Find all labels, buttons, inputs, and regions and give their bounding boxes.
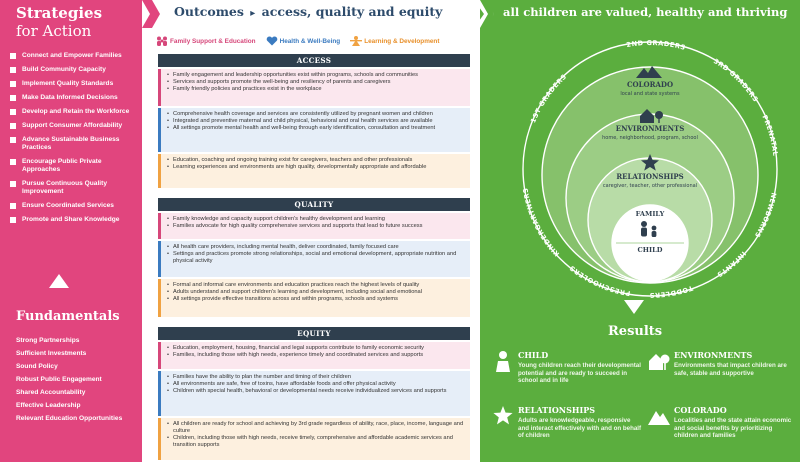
level-relationships-title: RELATIONSHIPS <box>616 172 684 181</box>
legend-item-family: Family Support & Education <box>156 34 256 48</box>
bullet-square-icon <box>10 181 16 187</box>
outcome-item: • Family knowledge and capacity support children's healthy development and learning <box>167 216 466 223</box>
family-label: FAMILY <box>635 210 665 218</box>
outcome-item: • Learning experiences and environments are high quality, developmentally appropriate and affordable <box>167 164 466 171</box>
down-arrow-icon <box>624 300 644 314</box>
outcome-item: • Formal and informal care environments and education practices reach the highest levels of quality <box>167 282 466 289</box>
strategy-item: Promote and Share Knowledge <box>10 216 138 224</box>
chevron-right-icon <box>142 0 160 28</box>
bullet-square-icon <box>10 123 16 129</box>
triangle-right-icon: ▸ <box>250 8 256 19</box>
outcome-item: • Education, employment, housing, financial and legal supports contribute to family economic security <box>167 345 466 352</box>
strategy-item: Support Consumer Affordability <box>10 122 138 130</box>
fundamental-item: Sound Policy <box>16 363 58 370</box>
ring-label-toddlers: TODDLERS <box>649 283 694 300</box>
bullet-square-icon <box>10 53 16 59</box>
outcome-item: • Families have the ability to plan the number and timing of their children <box>167 374 466 381</box>
strategy-item: Advance Sustainable Business Practices <box>10 136 138 152</box>
outcome-item: • Families advocate for high quality comprehensive services and supports that lead to future success <box>167 223 466 230</box>
learning-icon <box>350 36 362 46</box>
bullet-square-icon <box>10 203 16 209</box>
child-label: CHILD <box>637 246 663 254</box>
family-icon <box>156 36 168 46</box>
outcome-item: • All settings provide effective transitions across and within programs, schools and systems <box>167 296 466 303</box>
outcome-item: • Integrated and preventive maternal and child physical, behavioral and oral health services are available <box>167 118 466 125</box>
bullet-square-icon <box>10 81 16 87</box>
strategy-item: Build Community Capacity <box>10 66 138 74</box>
bullet-square-icon <box>10 109 16 115</box>
fundamentals-list <box>16 337 122 428</box>
outcome-item: • Settings and practices promote strong relationships, social and emotional development, appropriate nutrition and physical activity <box>167 251 466 265</box>
strategies-list <box>10 52 138 230</box>
quality-learning-box <box>158 279 470 317</box>
ring-label-2nd-graders: 2ND GRADERS <box>625 38 687 52</box>
outcome-item: • Comprehensive health coverage and services are consistently utilized by pregnant women and children <box>167 111 466 118</box>
outcome-item: • Family friendly policies and practices exist in the workplace <box>167 86 466 93</box>
outcome-item: • Families, including those with high needs, experience timely and coordinated services and supports <box>167 352 466 359</box>
section-heading-quality: QUALITY <box>158 198 470 211</box>
quality-family-box <box>158 213 470 239</box>
svg-text:2ND GRADERS <box>626 39 687 52</box>
section-heading-access: ACCESS <box>158 54 470 67</box>
strategies-title: Strategies <box>16 4 103 22</box>
fundamental-item: Robust Public Engagement <box>16 376 102 383</box>
legend-item-learning: Learning & Development <box>350 34 439 48</box>
outcome-item: • Children with special health, behavioral or developmental needs receive individualized services and supports <box>167 388 466 395</box>
fundamental-item: Strong Partnerships <box>16 337 80 344</box>
fundamental-item: Effective Leadership <box>16 402 81 409</box>
heart-icon <box>266 36 278 46</box>
strategy-item: Pursue Continuous Quality Improvement <box>10 180 138 196</box>
vision-title: all children are valued, healthy and thriving <box>503 5 788 19</box>
mountain-icon <box>648 405 670 427</box>
strategy-item: Make Data Informed Decisions <box>10 94 138 102</box>
bullet-square-icon <box>10 95 16 101</box>
child-icon <box>492 350 514 372</box>
bullet-square-icon <box>10 217 16 223</box>
ring-label-prenatal: PRENATAL <box>760 113 780 157</box>
outcome-item: • Education, coaching and ongoing training exist for caregivers, teachers and other professionals <box>167 157 466 164</box>
legend-item-health: Health & Well-Being <box>266 34 341 48</box>
strategy-item: Develop and Retain the Workforce <box>10 108 138 116</box>
people-star-icon <box>492 405 514 427</box>
access-family-box <box>158 69 470 106</box>
outcomes-title <box>174 4 442 19</box>
svg-text:PRENATAL <box>760 114 779 157</box>
outcome-item: • Family engagement and leadership opportunities exist within programs, schools and communities <box>167 72 466 79</box>
outcome-item: • All health care providers, including mental health, deliver coordinated, family focused care <box>167 244 466 251</box>
strategy-item: Ensure Coordinated Services <box>10 202 138 210</box>
chevron-right-icon <box>474 0 494 28</box>
ring-label-infants: INFANTS <box>715 249 748 279</box>
bullet-square-icon <box>10 67 16 73</box>
strategy-item: Implement Quality Standards <box>10 80 138 88</box>
equity-family-box <box>158 342 470 369</box>
outcome-item: • Services and supports promote the well-being and resiliency of parents and caregivers <box>167 79 466 86</box>
bullet-square-icon <box>10 137 16 143</box>
section-heading-equity: EQUITY <box>158 327 470 340</box>
strategies-panel <box>0 0 142 462</box>
fundamental-item: Sufficient Investments <box>16 350 87 357</box>
ring-label-3rd-graders: 3RD GRADERS <box>712 57 760 104</box>
outcome-item: • All children are ready for school and achieving by 3rd grade regardless of ability, race, place, income, language and culture <box>167 421 466 435</box>
equity-health-box <box>158 371 470 416</box>
quality-health-box <box>158 241 470 277</box>
ring-label-newborns: NEWBORNS <box>752 191 778 240</box>
ring-label-1st-graders: 1ST GRADERS <box>529 72 569 125</box>
outcomes-title-main: Outcomes <box>174 4 244 19</box>
results-title: Results <box>608 324 663 339</box>
outcome-item: • Children, including those with high needs, receive timely, comprehensive and affordable academic services and transition supports <box>167 435 466 449</box>
access-learning-box <box>158 154 470 188</box>
outcomes-title-sub: access, quality and equity <box>261 4 443 19</box>
outcome-item: • Adults understand and support children's learning and development, including social and emotional <box>167 289 466 296</box>
svg-text:TODDLERS <box>649 284 694 299</box>
outcome-item: • All environments are safe, free of toxins, have affordable foods and offer physical activity <box>167 381 466 388</box>
level-colorado-sub: local and state systems <box>620 91 680 97</box>
strategies-subtitle: for Action <box>16 22 92 40</box>
access-health-box <box>158 108 470 152</box>
up-arrow-icon <box>49 274 69 288</box>
level-relationships-sub: caregiver, teacher, other professional <box>602 183 698 189</box>
legend <box>156 34 439 48</box>
bullet-square-icon <box>10 159 16 165</box>
ring-label-kindergartners: KINDERGARTNERS <box>521 187 562 258</box>
fundamental-item: Shared Accountability <box>16 389 86 396</box>
equity-learning-box <box>158 418 470 460</box>
level-environments-title: ENVIRONMENTS <box>615 124 685 133</box>
ecosystem-diagram <box>520 38 780 300</box>
fundamentals-title: Fundamentals <box>16 309 120 324</box>
strategy-item: Encourage Public Private Approaches <box>10 158 138 174</box>
level-colorado-title: COLORADO <box>626 80 674 89</box>
house-tree-icon <box>648 350 670 372</box>
level-environments-sub: home, neighborhood, program, school <box>602 135 698 141</box>
strategy-item: Connect and Empower Families <box>10 52 138 60</box>
fundamental-item: Relevant Education Opportunities <box>16 415 123 422</box>
outcome-item: • All settings promote mental health and well-being through early identification, consultation and treatment <box>167 125 466 132</box>
ring-label-preschoolers: PRESCHOOLERS <box>567 263 631 298</box>
